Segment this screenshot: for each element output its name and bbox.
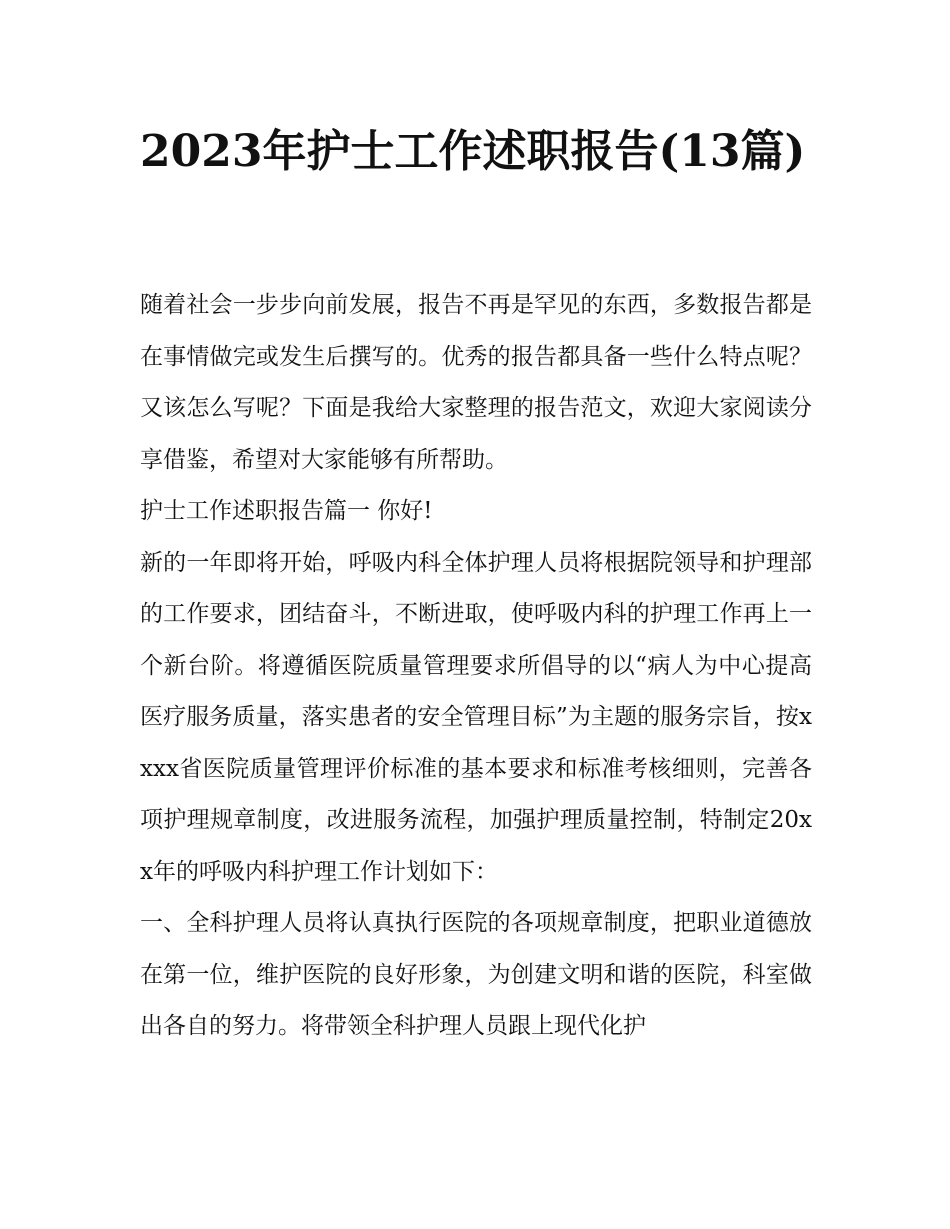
section-heading: 护士工作述职报告篇一 你好! xyxy=(140,498,433,524)
body-paragraph: 一、全科护理人员将认真执行医院的各项规章制度，把职业道德放在第一位，维护医院的良好形象，为创建文明和谐的医院，科室做出各自的努力。将带领全科护理人员跟上现代化护 xyxy=(140,910,812,1039)
document-title: 2023年护士工作述职报告(13篇) xyxy=(140,126,806,177)
intro-paragraph: 随着社会一步步向前发展，报告不再是罕见的东西，多数报告都是在事情做完或发生后撰写的。优秀的报告都具备一些什么特点呢？又该怎么写呢？下面是我给大家整理的报告范文，欢迎大家阅读分享借鉴，希望对大家能够有所帮助。 xyxy=(140,292,812,473)
body-paragraph: 新的一年即将开始，呼吸内科全体护理人员将根据院领导和护理部的工作要求，团结奋斗，不断进取，使呼吸内科的护理工作再上一个新台阶。将遵循医院质量管理要求所倡导的以“病人为中心提高医疗服务质量，落实患者的安全管理目标”为主题的服务宗旨，按xxxx省医院质量管理评价标准的基本要求和标准考核细则，完善各项护理规章制度，改进服务流程，加强护理质量控制，特制定20xx年的呼吸内科护理工作计划如下： xyxy=(140,549,812,885)
document-body xyxy=(140,280,812,1053)
